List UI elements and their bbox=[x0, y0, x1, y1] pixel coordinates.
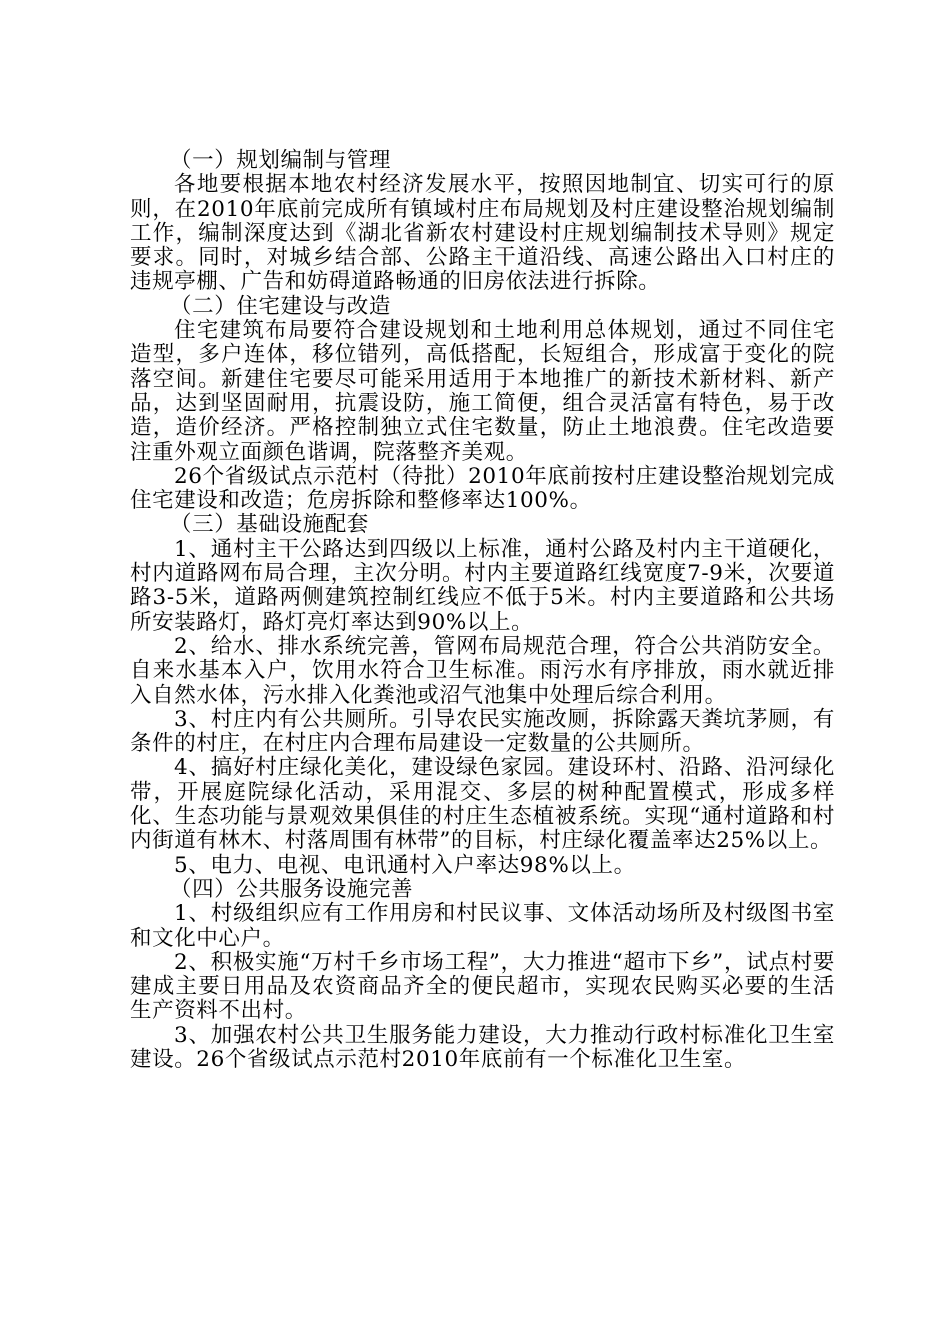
document-body bbox=[130, 149, 835, 1072]
paragraph-services-market: 2、积极实施“万村千乡市场工程”，大力推进“超市下乡”，试点村要建成主要日用品及农资商品齐全的便民超市，实现农民购买必要的生活生产资料不出村。 bbox=[130, 949, 835, 1024]
section-heading-infrastructure: （三）基础设施配套 bbox=[170, 512, 369, 538]
paragraph-infrastructure-greening: 4、搞好村庄绿化美化，建设绿色家园。建设环村、沿路、沿河绿化带，开展庭院绿化活动，采用混交、多层的树种配置模式，形成多样化、生态功能与景观效果俱佳的村庄生态植被系统。实现“通村道路和村内街道有林木、村落周围有林带”的目标，村庄绿化覆盖率达25%以上。 bbox=[130, 755, 835, 854]
paragraph-infrastructure-power: 5、电力、电视、电讯通村入户率达98%以上。 bbox=[174, 852, 636, 878]
paragraph-planning: 各地要根据本地农村经济发展水平，按照因地制宜、切实可行的原则，在2010年底前完成所有镇域村庄布局规划及村庄建设整治规划编制工作，编制深度达到《湖北省新农村建设村庄规划编制技术导则》规定要求。同时，对城乡结合部、公路主干道沿线、高速公路出入口村庄的违规亭棚、广告和妨碍道路畅通的旧房依法进行拆除。 bbox=[130, 172, 835, 295]
section-heading-housing: （二）住宅建设与改造 bbox=[170, 293, 392, 319]
paragraph-infrastructure-toilets: 3、村庄内有公共厕所。引导农民实施改厕，拆除露天粪坑茅厕，有条件的村庄，在村庄内合理布局建设一定数量的公共厕所。 bbox=[130, 706, 835, 757]
paragraph-infrastructure-roads: 1、通村主干公路达到四级以上标准，通村公路及村内主干道硬化，村内道路网布局合理，主次分明。村内主要道路红线宽度7-9米，次要道路3-5米，道路两侧建筑控制红线应不低于5米。村内主要道路和公共场所安装路灯，路灯亮灯率达到90%以上。 bbox=[130, 536, 835, 635]
paragraph-housing-layout: 住宅建筑布局要符合建设规划和土地利用总体规划，通过不同住宅造型，多户连体，移位错列，高低搭配，长短组合，形成富于变化的院落空间。新建住宅要尽可能采用适用于本地推广的新技术新材料、新产品，达到坚固耐用，抗震设防，施工简便，组合灵活富有特色，易于改造，造价经济。严格控制独立式住宅数量，防止土地浪费。住宅改造要注重外观立面颜色谐调，院落整齐美观。 bbox=[130, 318, 835, 465]
paragraph-services-health: 3、加强农村公共卫生服务能力建设，大力推动行政村标准化卫生室建设。26个省级试点示范村2010年底前有一个标准化卫生室。 bbox=[130, 1022, 835, 1072]
paragraph-services-village-rooms: 1、村级组织应有工作用房和村民议事、文体活动场所及村级图书室和文化中心户。 bbox=[130, 901, 835, 951]
section-heading-public-services: （四）公共服务设施完善 bbox=[170, 876, 414, 902]
section-heading-planning: （一）规划编制与管理 bbox=[170, 148, 392, 173]
paragraph-housing-pilot: 26个省级试点示范村（待批）2010年底前按村庄建设整治规划完成住宅建设和改造；危房拆除和整修率达100%。 bbox=[130, 463, 835, 514]
paragraph-infrastructure-water: 2、给水、排水系统完善，管网布局规范合理，符合公共消防安全。自来水基本入户，饮用水符合卫生标准。雨污水有序排放，雨水就近排入自然水体，污水排入化粪池或沼气池集中处理后综合利用。 bbox=[130, 633, 835, 708]
